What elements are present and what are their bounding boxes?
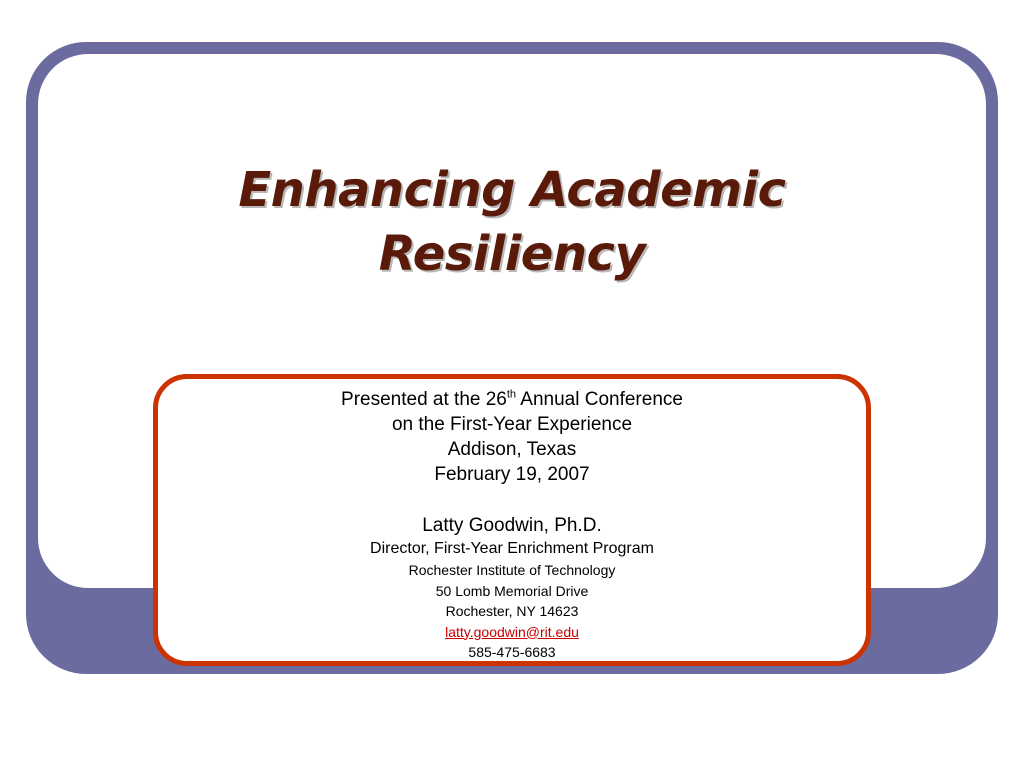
address-line-1: 50 Lomb Memorial Drive <box>435 582 589 599</box>
title-line-1: Enhancing Academic <box>238 162 786 218</box>
presented-line <box>158 387 866 412</box>
phone-line: 585-475-6683 <box>468 644 556 660</box>
title-line-2: Resiliency <box>378 226 646 282</box>
spacer <box>158 487 866 513</box>
presented-suffix: Annual Conference <box>516 389 683 410</box>
address-line-2: Rochester, NY 14623 <box>445 603 579 619</box>
presentation-info-box <box>153 374 871 666</box>
institution-line: Rochester Institute of Technology <box>408 562 616 578</box>
presented-prefix: Presented at the 26 <box>341 389 507 410</box>
slide-title <box>100 158 924 286</box>
conference-line: on the First-Year Experience <box>391 414 633 435</box>
location-line: Addison, Texas <box>447 439 577 460</box>
email-line <box>158 622 866 643</box>
presenter-name: Latty Goodwin, Ph.D. <box>422 515 602 536</box>
presented-superscript: th <box>506 388 517 401</box>
presenter-title: Director, First-Year Enrichment Program <box>370 540 654 557</box>
date-line: February 19, 2007 <box>434 464 590 485</box>
email-link[interactable]: latty.goodwin@rit.edu <box>445 623 579 640</box>
